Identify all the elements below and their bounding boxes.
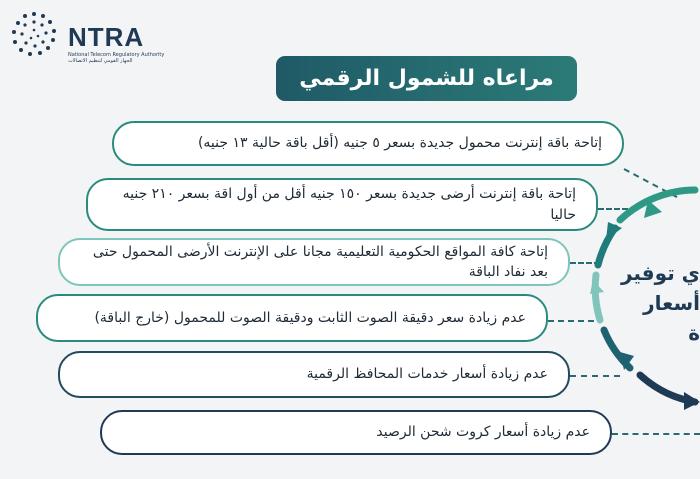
- list-item: [100, 410, 612, 455]
- list-item-text: عدم زيادة سعر دقيقة الصوت الثابت ودقيقة الصوت للمحمول (خارج الباقة): [94, 309, 526, 326]
- logo-subtitle-ar: الجهاز القومي لتنظيم الاتصالات: [68, 58, 133, 64]
- list-item-text: عدم زيادة أسعار كروت شحن الرصيد: [376, 424, 590, 441]
- cycle-text-line: ي توفير: [620, 261, 700, 285]
- cycle-center-text: [620, 258, 700, 348]
- logo-mark-icon: [10, 10, 58, 58]
- list-item-text: عدم زيادة أسعار خدمات المحافظ الرقمية: [306, 366, 548, 383]
- list-item: [112, 121, 624, 166]
- list-item: [36, 294, 548, 342]
- logo-text: NTRA: [68, 22, 145, 52]
- connector-line: [612, 433, 700, 435]
- list-item: [58, 238, 570, 286]
- list-item-text: إتاحة باقة إنترنت أرضى جديدة بسعر ١٥٠ جنيه أقل من أول اقة بسعر ٢١٠ جنيه حاليا: [122, 186, 576, 223]
- cycle-text-line: ة: [688, 321, 700, 345]
- list-item: [58, 351, 570, 398]
- ntra-logo: [10, 10, 165, 64]
- cycle-text-line: أسعار: [643, 291, 700, 315]
- list-item-text: إتاحة باقة إنترنت محمول جديدة بسعر ٥ جنيه (أقل باقة حالية ١٣ جنيه): [197, 135, 602, 152]
- list-item: [86, 178, 598, 231]
- logo-subtitle-en: National Telecom Regulatory Authority: [68, 52, 165, 58]
- page-title: مراعاه للشمول الرقمي: [276, 56, 577, 101]
- list-item-text: إتاحة كافة المواقع الحكومية التعليمية مجانا على الإنترنت الأرضى المحمول حتى بعد نفاد الباقة: [92, 243, 548, 280]
